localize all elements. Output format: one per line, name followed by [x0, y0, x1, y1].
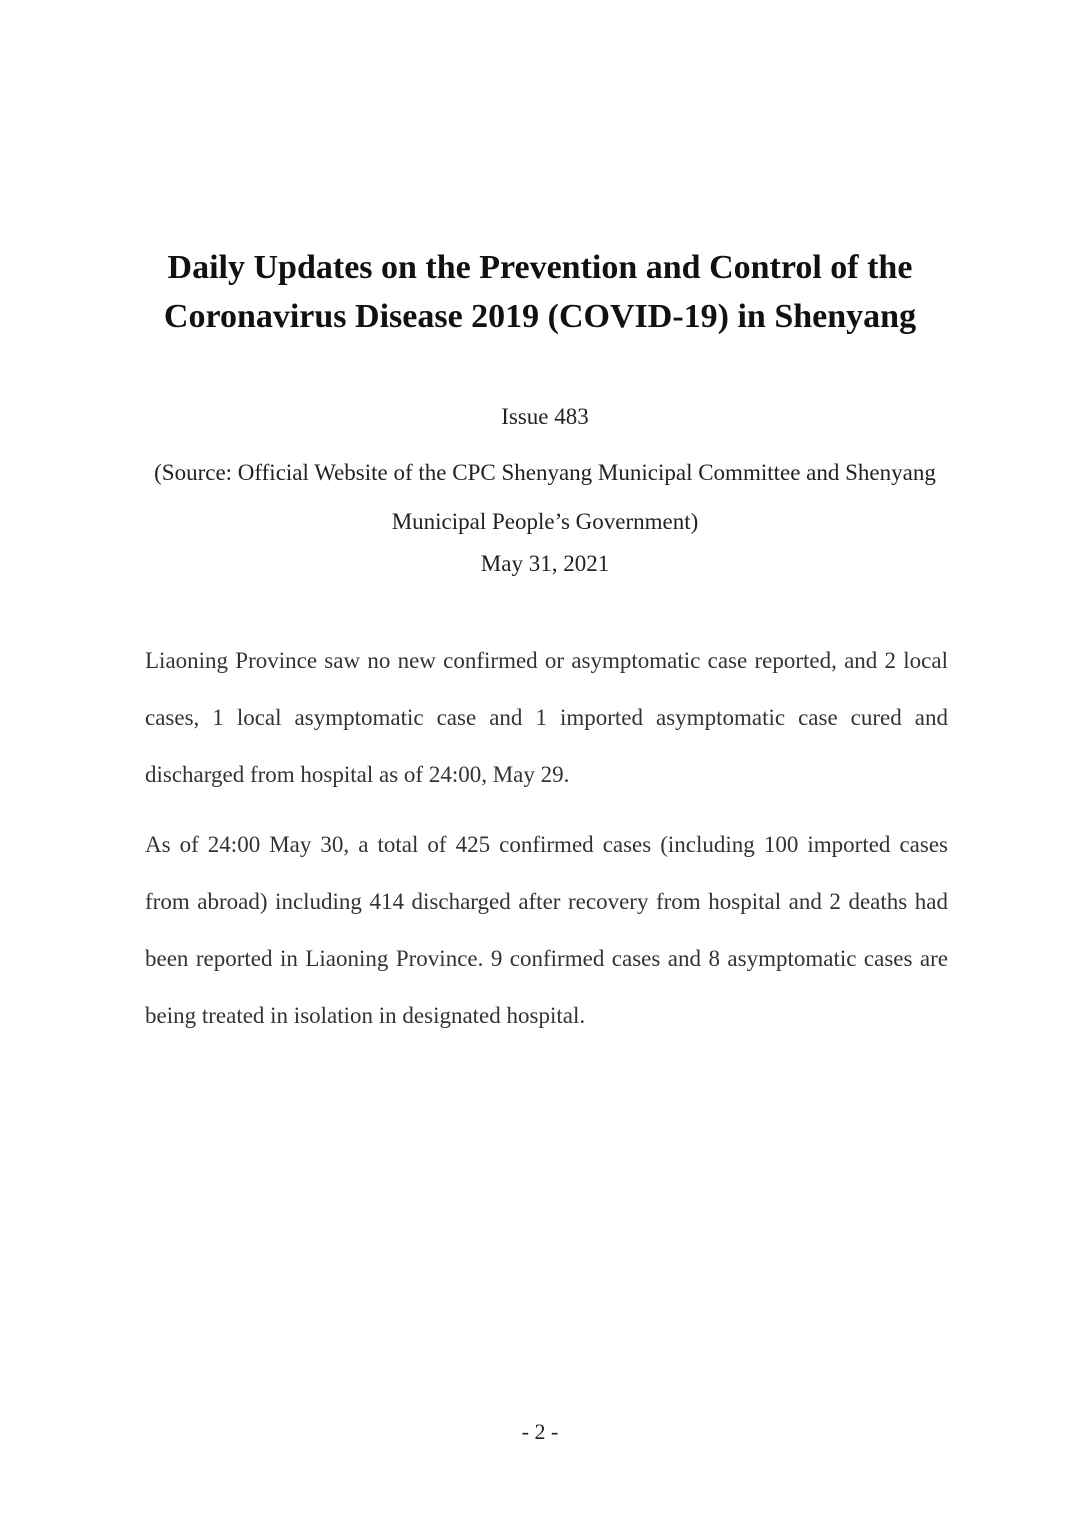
issue-number: Issue 483: [501, 404, 589, 429]
document-title: Daily Updates on the Prevention and Control of the Coronavirus Disease 2019 (COVID-19) in Shenyang: [163, 249, 917, 335]
page-number: - 2 -: [521, 1419, 559, 1444]
body-paragraph: Liaoning Province saw no new confirmed or asymptomatic case reported, and 2 local cases, 1 local asymptomatic case and 1 imported asymptomatic case cured and discharged from hospital as of 24:00, May 29.: [145, 648, 948, 787]
body-paragraph: As of 24:00 May 30, a total of 425 confirmed cases (including 100 imported cases from abroad) including 414 discharged after recovery from hospital and 2 deaths had been reported in Liaoning Province. 9 confirmed cases and 8 asymptomatic cases are being treated in isolation in designated hospital.: [145, 832, 948, 1028]
source-line: (Source: Official Website of the CPC Shenyang Municipal Committee and Shenyang Municipal People’s Government): [154, 460, 936, 534]
publication-date: May 31, 2021: [480, 551, 610, 576]
